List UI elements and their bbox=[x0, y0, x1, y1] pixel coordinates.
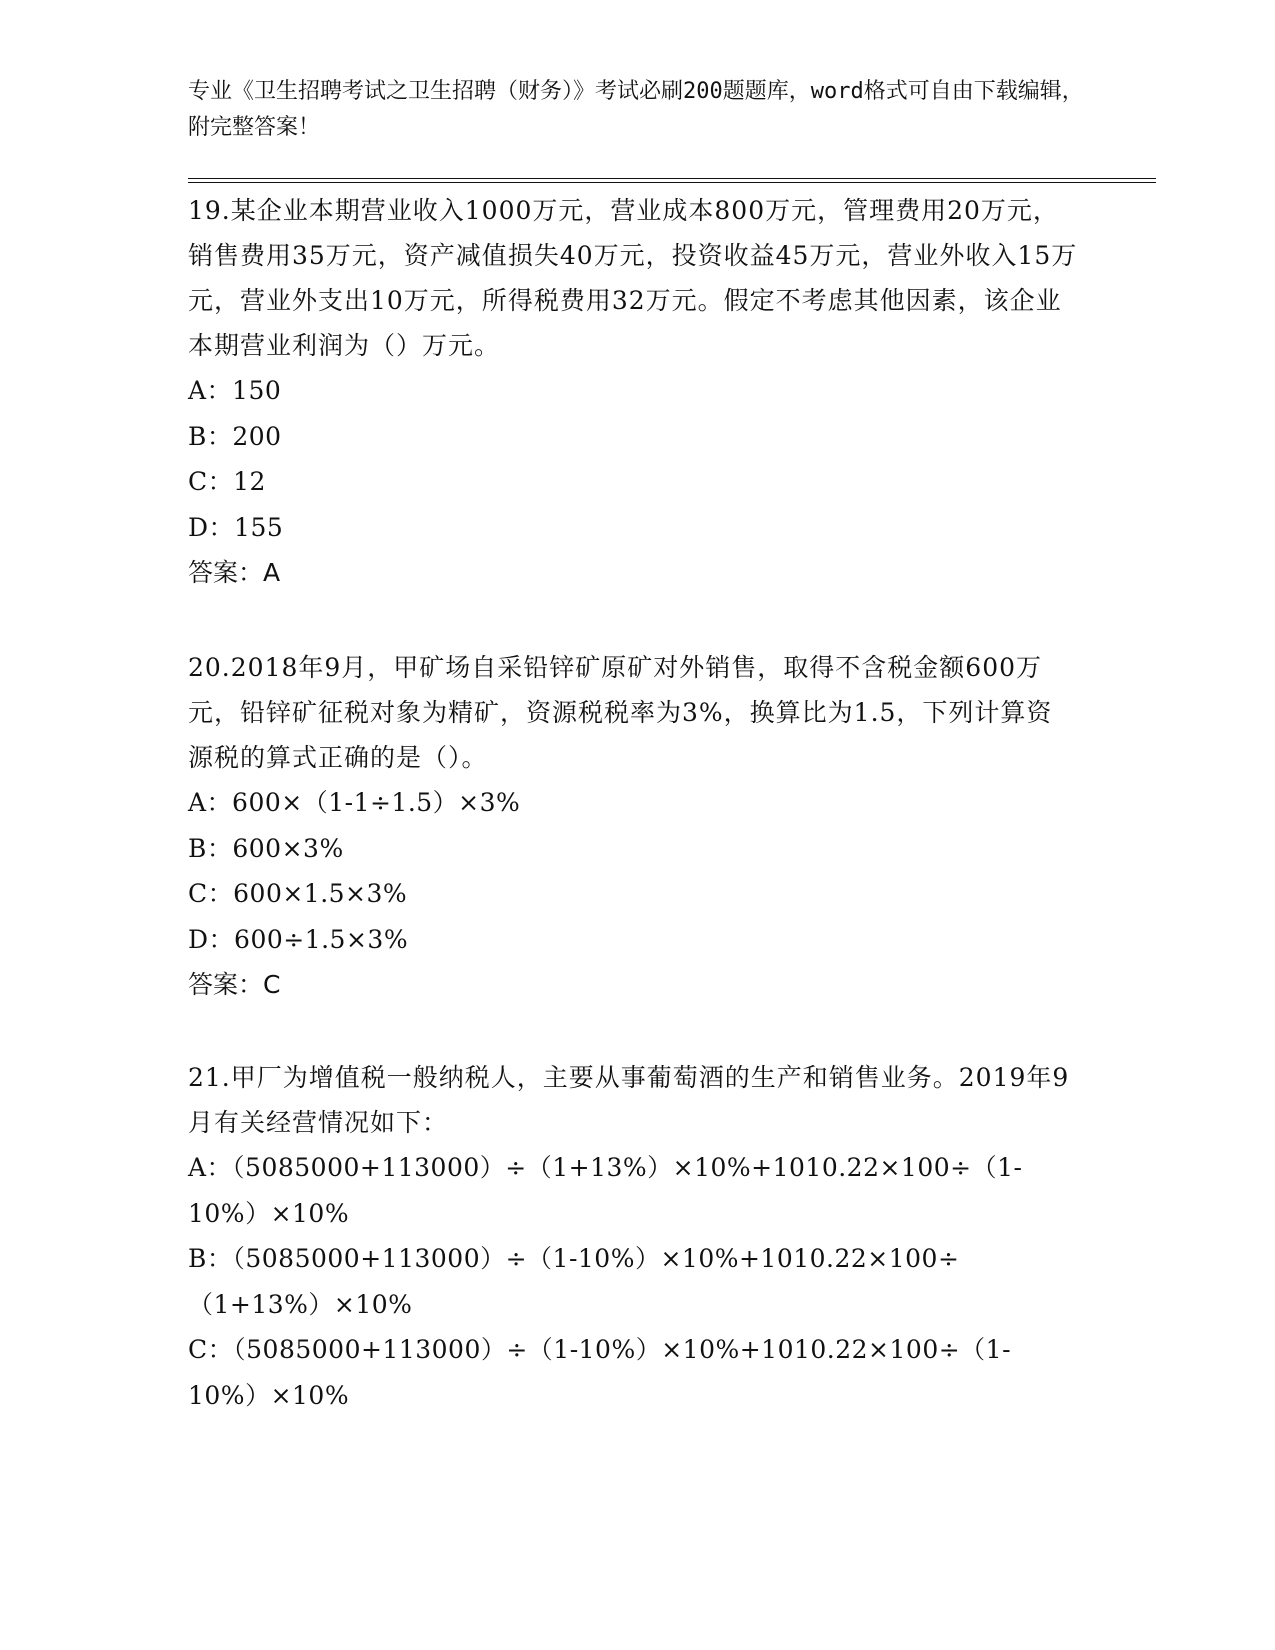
option-a: A：（5085000+113000）÷（1+13%）×10%+1010.22×100÷（1-10%）×10% bbox=[188, 1153, 1023, 1228]
answer: 答案：A bbox=[188, 558, 281, 587]
option-c: C：12 bbox=[188, 467, 266, 496]
question-20 bbox=[188, 645, 1078, 1007]
option-b: B：200 bbox=[188, 421, 282, 451]
option-b: B：（5085000+113000）÷（1-10%）×10%+1010.22×100÷（1+13%）×10% bbox=[188, 1244, 960, 1319]
option-d: D：600÷1.5×3% bbox=[188, 924, 409, 954]
question-stem: 20.2018年9月，甲矿场自采铅锌矿原矿对外销售，取得不含税金额600万元，铅锌矿征税对象为精矿，资源税税率为3%，换算比为1.5，下列计算资源税的算式正确的是（）。 bbox=[188, 653, 1053, 772]
document-header: 专业《卫生招聘考试之卫生招聘（财务）》考试必刷200题题库，word格式可自由下载编辑，附完整答案！ bbox=[188, 79, 1084, 140]
option-c: C：（5085000+113000）÷（1-10%）×10%+1010.22×100÷（1-10%）×10% bbox=[188, 1335, 1012, 1410]
option-a: A：150 bbox=[188, 376, 282, 405]
option-a: A：600×（1-1÷1.5）×3% bbox=[188, 788, 521, 817]
header-divider bbox=[188, 178, 1156, 183]
option-b: B：600×3% bbox=[188, 833, 344, 863]
question-21 bbox=[188, 1055, 1078, 1418]
question-stem: 21.甲厂为增值税一般纳税人，主要从事葡萄酒的生产和销售业务。2019年9月有关经营情况如下： bbox=[188, 1063, 1070, 1137]
question-stem: 19.某企业本期营业收入1000万元，营业成本800万元，管理费用20万元，销售费用35万元，资产减值损失40万元，投资收益45万元，营业外收入15万元，营业外支出10万元，所得税费用32万元。假定不考虑其他因素，该企业本期营业利润为（）万元。 bbox=[188, 196, 1078, 360]
answer: 答案：C bbox=[188, 970, 281, 999]
option-c: C：600×1.5×3% bbox=[188, 879, 408, 908]
option-d: D：155 bbox=[188, 512, 284, 542]
question-19 bbox=[188, 188, 1078, 595]
